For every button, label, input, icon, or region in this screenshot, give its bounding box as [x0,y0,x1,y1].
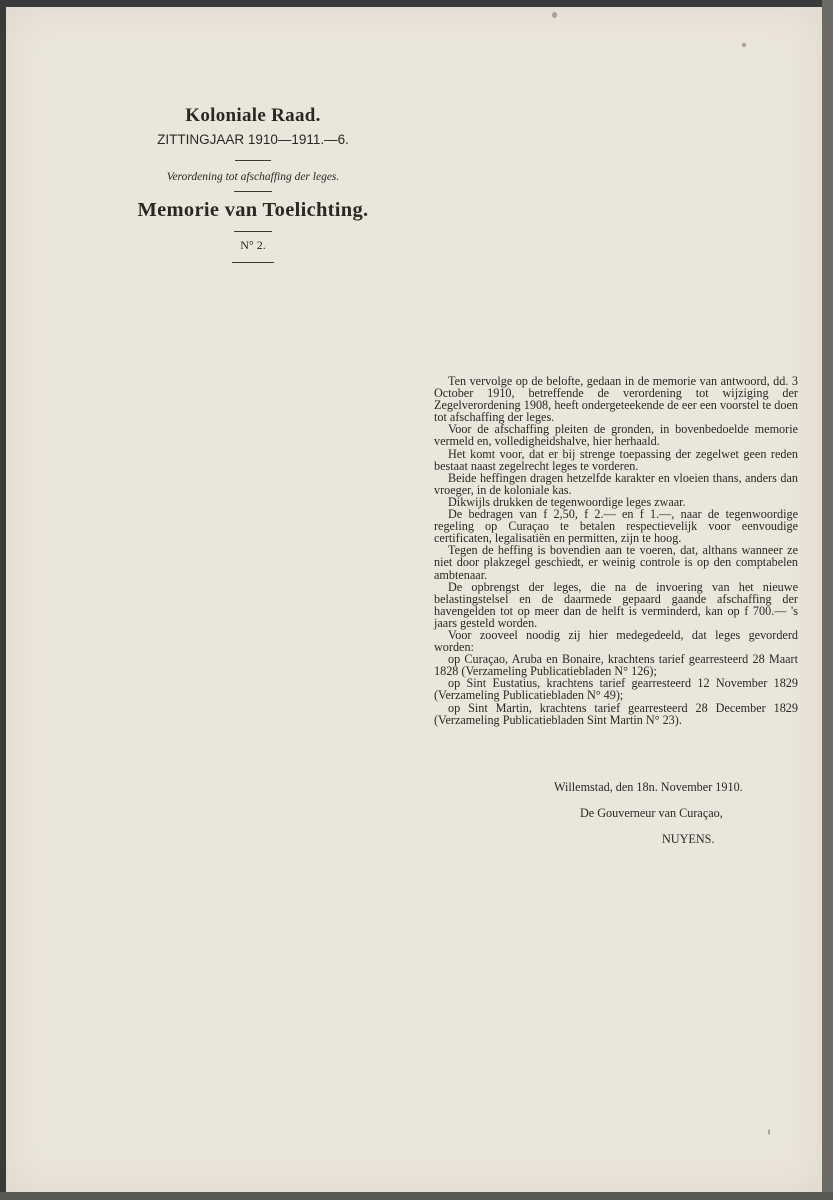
signatory-title: De Gouverneur van Curaçao, [580,806,723,820]
body-paragraph: Voor de afschaffing pleiten de gronden, in bovenbedoelde memorie vermeld en, volledigheidshalve, hier herhaald. [434,422,798,449]
explanatory-memorandum-body [434,375,798,726]
body-paragraph: Dikwijls drukken de tegenwoordige leges zwaar. [448,494,686,509]
document-header [128,105,378,263]
scan-edge-right [822,0,833,1200]
list-item: op Sint Eustatius, krachtens tarief gearresteerd 12 November 1829 (Verzameling Publicatiebladen N° 49); [434,676,798,703]
body-paragraph: Het komt voor, dat er bij strenge toepassing der zegelwet geen reden bestaat naast zegelrecht leges te vorderen. [434,446,798,473]
council-title: Koloniale Raad. [185,105,321,126]
body-paragraph: Voor zooveel noodig zij hier medegedeeld, dat leges gevorderd worden: [434,627,798,655]
paper-speck [552,12,557,18]
ordinance-subject: Verordening tot afschaffing der leges. [166,171,340,183]
divider [232,262,274,263]
body-paragraph: Tegen de heffing is bovendien aan te voeren, dat, althans wanneer ze niet door plakzegel geschiedt, er weinig controle is op den comptabelen ambtenaar. [434,543,798,582]
place-date: Willemstad, den 18n. November 1910. [554,780,743,794]
document-page [6,7,822,1192]
paper-speck [742,43,746,47]
list-item: op Sint Martin, krachtens tarief gearresteerd 28 December 1829 (Verzameling Publicatiebladen Sint Martin N° 23). [434,700,798,727]
divider [235,160,271,161]
scan-edge-bottom [0,1192,833,1200]
paper-speck [768,1129,770,1135]
document-number: N° 2. [240,238,266,252]
divider [234,191,272,192]
document-type-title: Memorie van Toelichting. [137,199,369,221]
signatory-name: NUYENS. [662,832,715,846]
session-year: ZITTINGJAAR 1910—1911.—6. [157,132,349,147]
body-paragraph: De opbrengst der leges, die na de invoering van het nieuwe belastingstelsel en de daarmede gepaard gaande afschaffing der havengelden tot op meer dan de helft is verminderd, kan op f 700.— 's jaars gesteld worden. [434,579,798,630]
divider [234,231,272,232]
list-item: op Curaçao, Aruba en Bonaire, krachtens tarief gearresteerd 28 Maart 1828 (Verzameling Publicatiebladen N° 126); [434,652,798,679]
body-paragraph: Beide heffingen dragen hetzelfde karakter en vloeien thans, anders dan vroeger, in de koloniale kas. [434,470,798,497]
body-paragraph: Ten vervolge op de belofte, gedaan in de memorie van antwoord, dd. 3 October 1910, betreffende de verordening tot wijziging der Zegelverordening 1908, heeft ondergeteekende de eer een voorstel te doen tot afschaffing der leges. [434,374,798,425]
body-paragraph: De bedragen van f 2,50, f 2.— en f 1.—, naar de tegenwoordige regeling op Curaçao te betalen respectievelijk voor eenvoudige certificaten, legalisatiën en permitten, zijn te hoog. [434,507,798,546]
